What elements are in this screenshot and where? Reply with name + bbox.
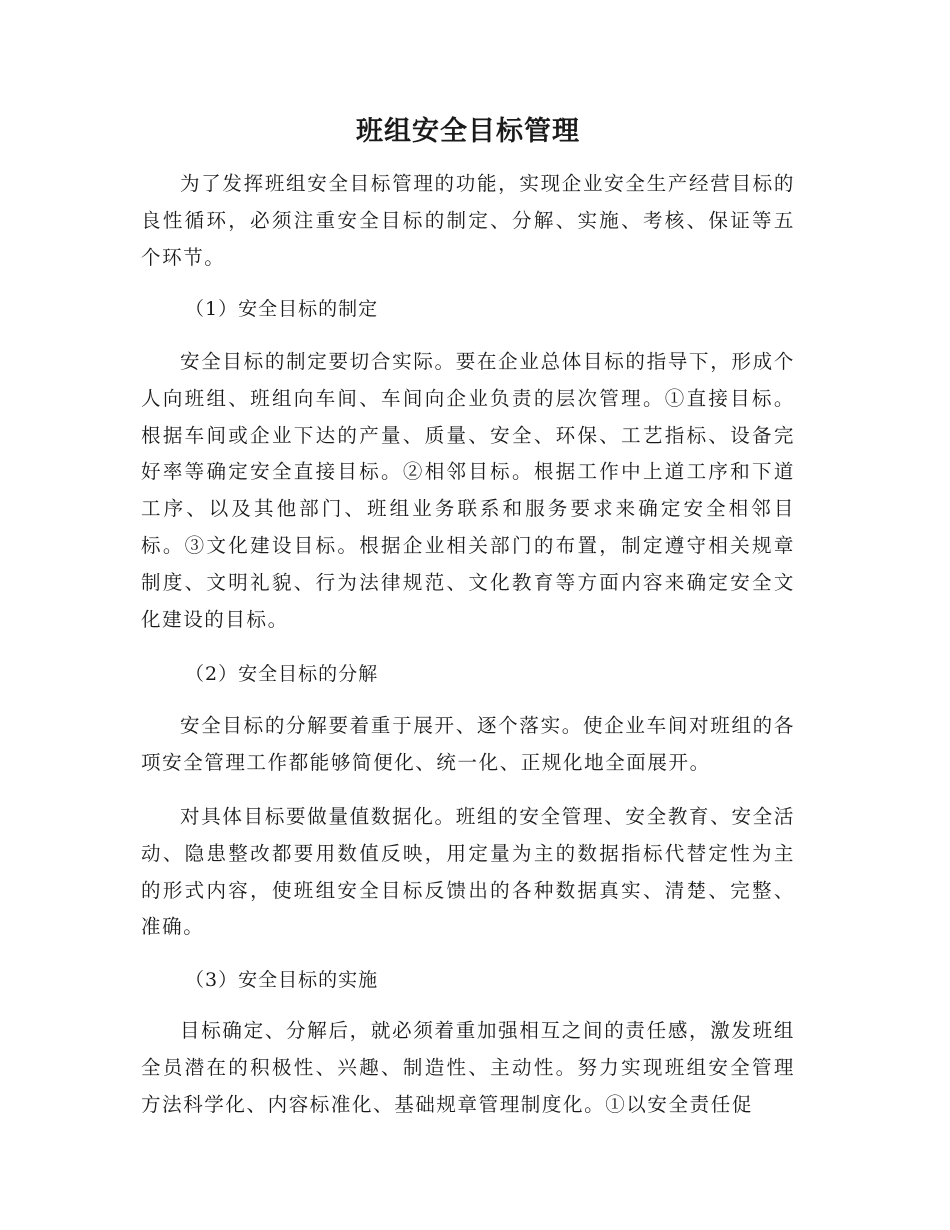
section-3-paragraph-1: 目标确定、分解后，就必须着重加强相互之间的责任感，激发班组全员潜在的积极性、兴趣、制造性、主动性。努力实现班组安全管理方法科学化、内容标准化、基础规章管理制度化。①以安全责任促 — [141, 1019, 795, 1116]
section-2-paragraph-1: 安全目标的分解要着重于展开、逐个落实。使企业车间对班组的各项安全管理工作都能够简便化、统一化、正规化地全面展开。 — [141, 714, 795, 774]
section-2-paragraph-2: 对具体目标要做量值数据化。班组的安全管理、安全教育、安全活动、隐患整改都要用数值反映，用定量为主的数据指标代替定性为主的形式内容，使班组安全目标反馈出的各种数据真实、清楚、完整、准确。 — [141, 805, 795, 939]
section-1-heading: （1）安全目标的制定 — [185, 298, 379, 320]
section-3-heading: （3）安全目标的实施 — [185, 969, 379, 991]
section-1-paragraph: 安全目标的制定要切合实际。要在企业总体目标的指导下，形成个人向班组、班组向车间、车间向企业负责的层次管理。①直接目标。根据车间或企业下达的产量、质量、安全、环保、工艺指标、设备完好率等确定安全直接目标。②相邻目标。根据工作中上道工序和下道工序、以及其他部门、班组业务联系和服务要求来确定安全相邻目标。③文化建设目标。根据企业相关部门的布置，制定遵守相关规章制度、文明礼貌、行为法律规范、文化教育等方面内容来确定安全文化建设的目标。 — [141, 350, 795, 631]
section-2-heading: （2）安全目标的分解 — [185, 663, 379, 685]
document-title: 班组安全目标管理 — [356, 116, 580, 147]
intro-paragraph: 为了发挥班组安全目标管理的功能，实现企业安全生产经营目标的良性循环，必须注重安全目标的制定、分解、实施、考核、保证等五个环节。 — [141, 172, 795, 269]
